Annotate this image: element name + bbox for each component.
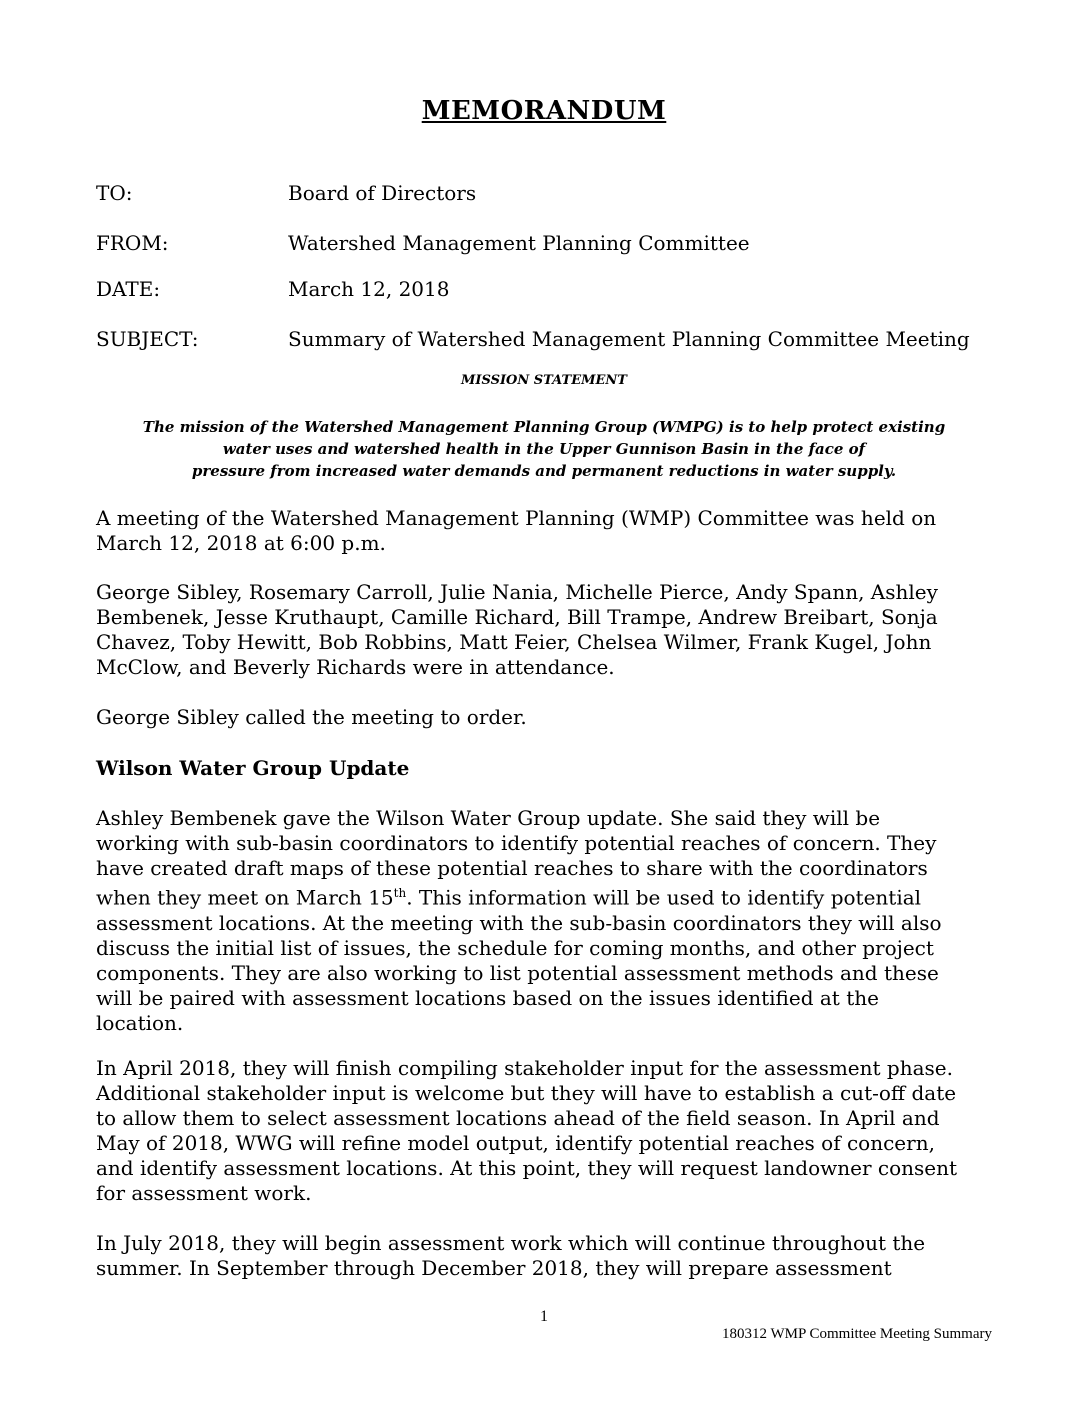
text-line: In April 2018, they will finish compiling stakeholder input for the assessment phase. <box>96 1056 953 1080</box>
text-line: Bembenek, Jesse Kruthaupt, Camille Richard, Bill Trampe, Andrew Breibart, Sonja <box>96 605 938 629</box>
text-line: assessment locations. At the meeting with the sub-basin coordinators they will also <box>96 910 942 935</box>
text-line: McClow, and Beverly Richards were in attendance. <box>96 655 615 679</box>
to-value: Board of Directors <box>288 181 477 205</box>
mission-line: The mission of the Watershed Management Planning Group (WMPG) is to help protect existing <box>142 418 946 436</box>
from-label: FROM: <box>96 231 169 255</box>
mission-line: water uses and watershed health in the Upper Gunnison Basin in the face of <box>222 440 866 458</box>
text-line: and identify assessment locations. At this point, they will request landowner consent <box>96 1156 958 1180</box>
july-paragraph <box>96 1231 992 1281</box>
from-value: Watershed Management Planning Committee <box>288 231 750 255</box>
text-line: George Sibley, Rosemary Carroll, Julie Nania, Michelle Pierce, Andy Spann, Ashley <box>96 580 938 604</box>
text-line: to allow them to select assessment locations ahead of the field season. In April and <box>96 1106 940 1130</box>
mission-line: pressure from increased water demands and permanent reductions in water supply. <box>191 462 897 480</box>
section-heading: Wilson Water Group Update <box>96 756 410 780</box>
text-line: In July 2018, they will begin assessment work which will continue throughout the <box>96 1231 926 1255</box>
april-paragraph <box>96 1056 992 1206</box>
text-line: will be paired with assessment locations based on the issues identified at the <box>96 985 879 1010</box>
superscript: th <box>393 886 407 900</box>
text-line: for assessment work. <box>96 1181 312 1205</box>
subject-label: SUBJECT: <box>96 327 199 351</box>
text-line: Chavez, Toby Hewitt, Bob Robbins, Matt Feier, Chelsea Wilmer, Frank Kugel, John <box>96 630 932 654</box>
text-line: working with sub-basin coordinators to identify potential reaches of concern. They <box>96 831 937 855</box>
text-line: components. They are also working to list potential assessment methods and these <box>96 960 939 985</box>
text-line: May of 2018, WWG will refine model output, identify potential reaches of concern, <box>96 1131 935 1155</box>
text-line: Ashley Bembenek gave the Wilson Water Group update. She said they will be <box>96 806 881 830</box>
text-fragment: . This information will be used to identify potential <box>406 885 922 910</box>
wwg-update-paragraph <box>96 806 992 1036</box>
subject-value: Summary of Watershed Management Planning Committee Meeting <box>288 327 970 351</box>
text-fragment: when they meet on March 15 <box>96 885 394 910</box>
text-line <box>96 881 992 911</box>
attendance-paragraph <box>96 580 992 680</box>
date-label: DATE: <box>96 277 161 301</box>
date-value: March 12, 2018 <box>288 277 450 301</box>
text-line: A meeting of the Watershed Management Planning (WMP) Committee was held on <box>96 506 937 530</box>
mission-heading: MISSION STATEMENT <box>461 373 627 388</box>
meeting-paragraph <box>96 506 992 556</box>
page-footer: 180312 WMP Committee Meeting Summary <box>722 1326 992 1342</box>
mission-statement <box>96 416 992 482</box>
call-to-order-paragraph <box>96 705 992 730</box>
text-line: George Sibley called the meeting to order. <box>96 705 527 729</box>
text-line: March 12, 2018 at 6:00 p.m. <box>96 531 386 555</box>
text-line: have created draft maps of these potential reaches to share with the coordinators <box>96 856 928 880</box>
text-line: location. <box>96 1010 184 1035</box>
text-line: discuss the initial list of issues, the schedule for coming months, and other project <box>96 935 934 960</box>
page-number: 1 <box>540 1308 548 1325</box>
text-line: Additional stakeholder input is welcome but they will have to establish a cut-off date <box>96 1081 957 1105</box>
document-title: MEMORANDUM <box>421 96 667 126</box>
to-label: TO: <box>96 181 133 205</box>
text-line: summer. In September through December 2018, they will prepare assessment <box>96 1256 892 1280</box>
